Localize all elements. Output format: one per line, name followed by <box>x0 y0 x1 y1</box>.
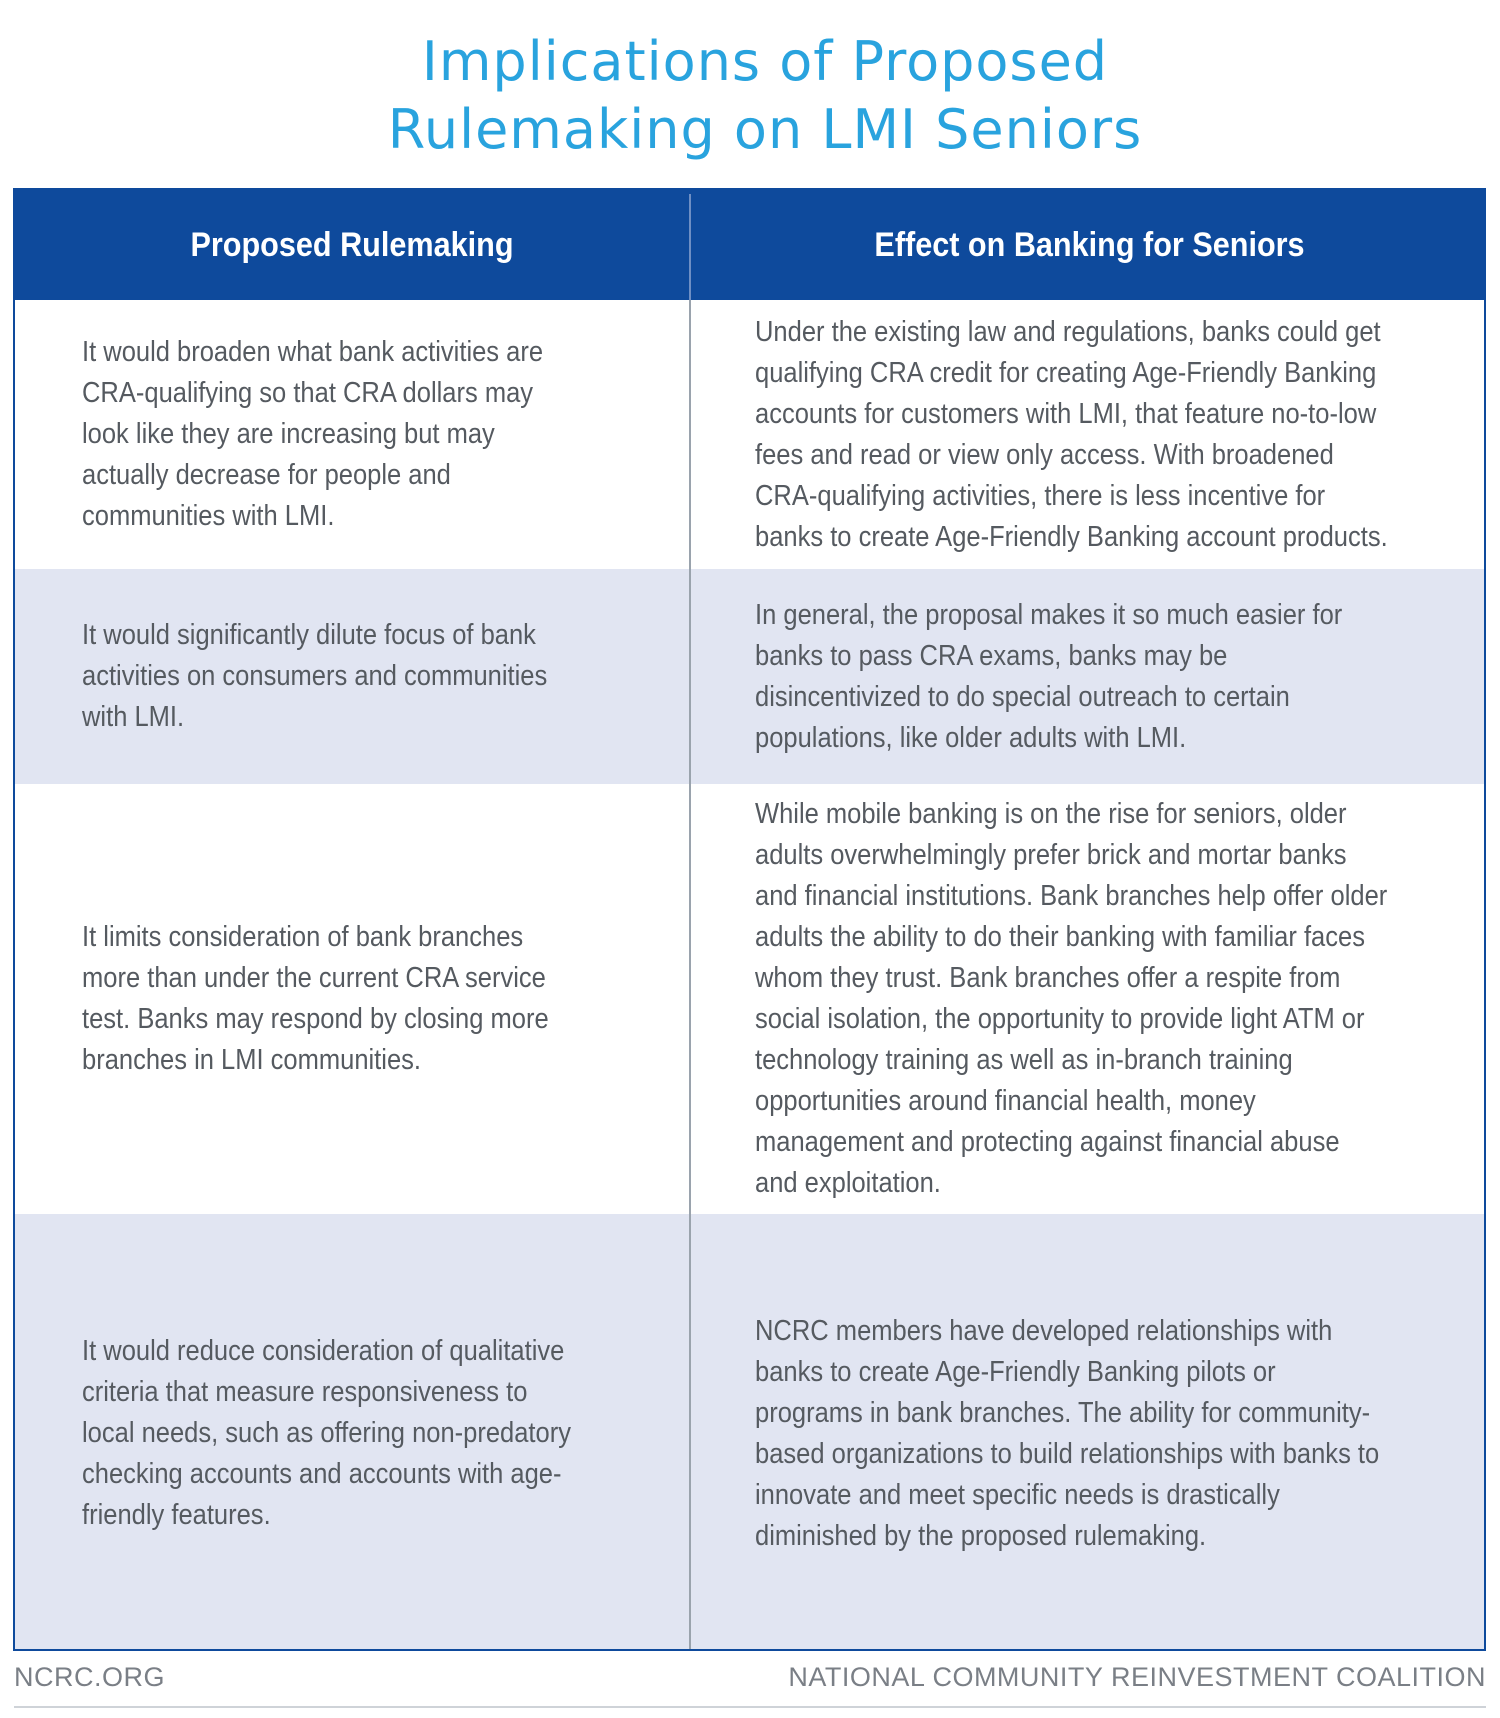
proposed-cell <box>82 1214 642 1651</box>
effect-text: NCRC members have developed relationships with banks to create Age-Friendly Banking pilots or programs in bank branches. The ability for community-based organizations to build relationships with banks to innovate and meet specific needs is drastically diminished by the proposed rulemaking. <box>755 1314 1380 1552</box>
effect-text: While mobile banking is on the rise for seniors, older adults overwhelmingly prefer brick and mortar banks and financial institutions. Bank branches help offer older adults the ability to do their banking with familiar faces whom they trust. Bank branches offer a respite from social isolation, the opportunity to provide light ATM or technology training as well as in-branch training opportunities around financial health, money management and protecting against financial abuse and exploitation. <box>755 798 1388 1199</box>
effect-text: In general, the proposal makes it so much easier for banks to pass CRA exams, banks may be disincentivized to do special outreach to certain populations, like older adults with LMI. <box>755 598 1343 754</box>
header-divider <box>689 194 691 300</box>
page-title <box>0 28 1500 164</box>
column-divider <box>689 300 691 1651</box>
proposed-text: It would reduce consideration of qualitative criteria that measure responsiveness to local needs, such as offering non-predatory checking accounts and accounts with age-friendly features. <box>82 1335 571 1531</box>
proposed-cell <box>82 300 642 569</box>
header-proposed-rulemaking: Proposed Rulemaking <box>190 225 514 264</box>
table-row <box>15 784 1484 1214</box>
effect-cell <box>755 784 1475 1214</box>
effect-cell <box>755 1214 1475 1651</box>
footer-rule <box>14 1706 1486 1708</box>
proposed-text: It would broaden what bank activities are CRA-qualifying so that CRA dollars may look like they are increasing but may actually decrease for people and communities with LMI. <box>82 336 544 532</box>
table-header <box>15 190 1484 300</box>
footer-organization: NATIONAL COMMUNITY REINVESTMENT COALITION <box>788 1662 1486 1692</box>
proposed-text: It limits consideration of bank branches more than under the current CRA service test. Banks may respond by closing more branches in LMI communities. <box>82 921 549 1076</box>
proposed-cell <box>82 784 642 1214</box>
effect-text: Under the existing law and regulations, banks could get qualifying CRA credit for creating Age-Friendly Banking accounts for customers with LMI, that feature no-to-low fees and read or view only access. With broadened CRA-qualifying activities, there is less incentive for banks to create Age-Friendly Banking account products. <box>755 315 1388 553</box>
effect-cell <box>755 300 1475 569</box>
table-row <box>15 300 1484 569</box>
comparison-table <box>13 188 1486 1651</box>
footer-website: NCRC.ORG <box>14 1662 165 1692</box>
proposed-cell <box>82 569 642 784</box>
header-effect-on-banking: Effect on Banking for Seniors <box>874 225 1305 264</box>
proposed-text: It would significantly dilute focus of bank activities on consumers and communities with LMI. <box>82 619 548 733</box>
table-row <box>15 569 1484 784</box>
title-line-1: Implications of Proposed <box>421 30 1109 93</box>
title-line-2: Rulemaking on LMI Seniors <box>387 98 1143 161</box>
table-row <box>15 1214 1484 1651</box>
effect-cell <box>755 569 1475 784</box>
